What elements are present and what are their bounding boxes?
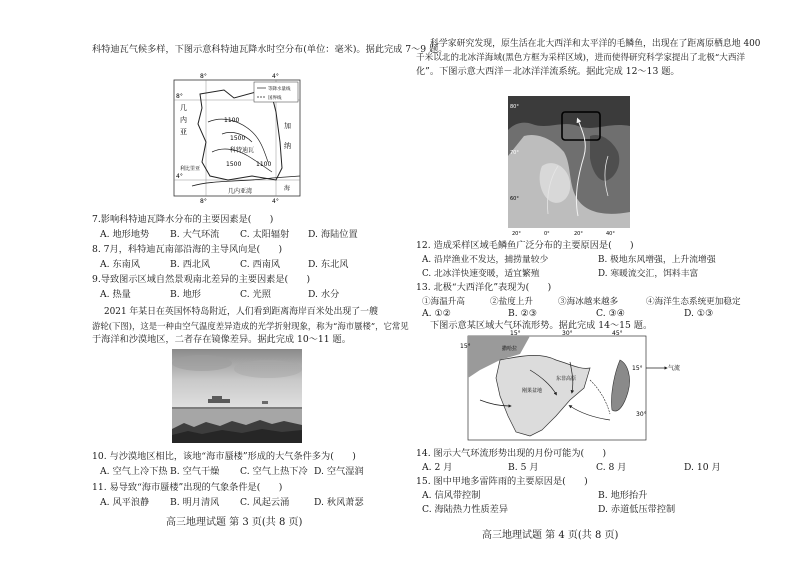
lat-label: 30°: [636, 411, 647, 418]
q11-option-c[interactable]: C. 风起云涌: [240, 497, 290, 508]
q11-option-d[interactable]: D. 秋风萧瑟: [314, 497, 364, 508]
q10-option-a[interactable]: A. 空气上冷下热: [100, 466, 168, 477]
region-label: 亚: [180, 128, 187, 136]
q15-option-d[interactable]: D. 赤道低压带控制: [598, 504, 676, 515]
passage-10-11-line-2: 游轮(下图)，这是一种由空气温度差异造成的光学折射现象，称为“海市蜃楼”，它常见: [92, 321, 409, 331]
gulf-label: 几内亚湾: [228, 188, 253, 195]
passage-10-11-line-3: 于海洋和沙漠地区，二者存在镜像差异。据此完成 10～11 题。: [92, 334, 351, 345]
lat-label: 60°: [510, 196, 519, 202]
q11-option-a[interactable]: A. 风平浪静: [100, 497, 150, 508]
country-label: 科特迪瓦: [230, 147, 255, 154]
passage-10-11-line-1: 2021 年某日在英国怀特岛附近，人们看到距离海岸百米处出现了一艘: [104, 307, 378, 317]
q12-option-c[interactable]: C. 北冰洋快速变暖，适宜繁殖: [422, 269, 540, 279]
page-footer: 高三地理试题 第 3 页(共 8 页): [166, 517, 303, 528]
region-label: 东非高原: [556, 376, 577, 382]
region-label: 撒哈拉: [502, 346, 518, 352]
intro-14-15: 下图示意某区域大气环流形势。据此完成 14～15 题。: [430, 320, 653, 331]
lon-label: 40°: [606, 231, 615, 236]
legend-isohyet: 等降水量线: [268, 87, 291, 92]
q13-option-b[interactable]: B. ②③: [508, 308, 538, 319]
q12-option-d[interactable]: D. 寒暖流交汇，饵料丰富: [598, 269, 699, 279]
question-10: 10. 与沙漠地区相比，该地“海市蜃楼”形成的大气条件多为( ): [92, 451, 356, 462]
question-14: 14. 图示大气环流形势出现的月份可能为( ): [416, 448, 607, 459]
africa-circulation-map: [460, 330, 680, 442]
page-4: [400, 0, 800, 566]
q7-option-d[interactable]: D. 海陆位置: [308, 229, 358, 240]
lon-label: 4°: [272, 73, 279, 80]
q8-option-d[interactable]: D. 东北风: [308, 259, 349, 270]
lon-label: 20°: [574, 231, 583, 236]
q9-option-d[interactable]: D. 水分: [308, 289, 340, 300]
isohyet-value: 1500: [226, 161, 242, 168]
q8-option-c[interactable]: C. 西南风: [240, 259, 281, 270]
lon-label: 20°: [512, 231, 521, 236]
q10-option-b[interactable]: B. 空气干燥: [170, 466, 220, 477]
lat-label: 15°: [632, 365, 643, 372]
intro-12-13-line-1: 科学家研究发现，原生活在北大西洋和太平洋的毛鳞鱼，出现在了距离原栖息地 400: [430, 39, 761, 49]
lon-label: 15°: [510, 330, 521, 337]
ocean-label: 海: [284, 185, 291, 192]
region-label: 加: [284, 122, 291, 130]
q13-option-c[interactable]: C. ③④: [596, 308, 626, 319]
atlantic-arctic-current-map: [508, 96, 630, 236]
lon-label: 0°: [544, 231, 550, 236]
region-label: 纳: [284, 142, 291, 150]
q15-option-b[interactable]: B. 地形抬升: [598, 490, 648, 501]
q13-statement-3: ③海冰越来越多: [558, 297, 619, 307]
lat-label: 4°: [176, 173, 183, 180]
q13-statement-2: ②盐度上升: [490, 297, 533, 307]
airflow-label: 气流: [668, 365, 680, 372]
region-label: 刚果盆地: [522, 388, 543, 394]
q15-option-a[interactable]: A. 信风带控制: [422, 490, 481, 501]
q14-option-c[interactable]: C. 8 月: [596, 462, 627, 473]
isohyet-value: 1100: [256, 161, 272, 168]
liberia-label: 利比里亚: [180, 166, 201, 172]
question-12: 12. 造成采样区域毛鳞鱼广泛分布的主要原因是( ): [416, 240, 634, 251]
question-9: 9.导致图示区域自然景观南北差异的主要因素是( ): [92, 274, 311, 285]
lat-label: 80°: [510, 104, 519, 110]
q11-option-b[interactable]: B. 明月清风: [170, 497, 220, 508]
q7-option-b[interactable]: B. 大气环流: [170, 229, 220, 240]
legend-border: 国界线: [268, 96, 282, 101]
q10-option-c[interactable]: C. 空气上热下冷: [240, 466, 308, 477]
lon-label: 4°: [272, 198, 279, 204]
isohyet-value: 1500: [230, 135, 246, 142]
q9-option-a[interactable]: A. 热量: [100, 289, 131, 300]
q7-option-c[interactable]: C. 太阳辐射: [240, 229, 290, 240]
lat-label: 8°: [176, 93, 183, 100]
question-15: 15. 图中甲地多雷阵雨的主要原因是( ): [416, 476, 588, 487]
q13-option-d[interactable]: D. ①③: [684, 308, 714, 319]
q14-option-d[interactable]: D. 10 月: [684, 462, 721, 473]
q13-statement-1: ①海温升高: [422, 297, 465, 307]
q9-option-c[interactable]: C. 光照: [240, 289, 271, 300]
page-footer: 高三地理试题 第 4 页(共 8 页): [482, 530, 619, 541]
q13-statement-4: ④海洋生态系统更加稳定: [646, 297, 741, 307]
q15-option-c[interactable]: C. 海陆热力性质差异: [422, 504, 509, 515]
lat-label: 15°: [460, 343, 471, 350]
question-8: 8. 7月，科特迪瓦南部沿海的主导风向是( ): [92, 244, 283, 255]
lon-label: 30°: [562, 330, 573, 337]
isohyet-value: 1100: [224, 117, 240, 124]
lon-label: 8°: [200, 198, 207, 204]
lat-label: 70°: [510, 150, 519, 156]
lon-label: 8°: [200, 73, 207, 80]
region-label: 几: [180, 104, 187, 112]
question-13: 13. 北极“大西洋化”表现为( ): [416, 282, 552, 293]
q14-option-b[interactable]: B. 5 月: [508, 462, 539, 473]
intro-12-13-line-3: 化”。下图示意大西洋－北冰洋洋流系统。据此完成 12～13 题。: [416, 66, 680, 77]
question-7: 7.影响科特迪瓦降水分布的主要因素是( ): [92, 214, 274, 225]
intro-7-9: 科特迪瓦气候多样，下图示意科特迪瓦降水时空分布(单位：毫米)。据此完成 7～9 题。: [92, 44, 448, 55]
q14-option-a[interactable]: A. 2 月: [422, 462, 453, 473]
q12-option-b[interactable]: B. 极地东风增强，上升流增强: [598, 255, 716, 265]
mirage-photo: [172, 349, 302, 443]
intro-12-13-line-2: 千米以北的北冰洋海域(黑色方框为采样区域)，进而使得研究科学家提出了北极“大西洋: [416, 53, 746, 63]
region-label: 内: [180, 116, 187, 124]
q13-option-a[interactable]: A. ①②: [422, 308, 451, 319]
q7-option-a[interactable]: A. 地形地势: [100, 229, 150, 240]
lon-label: 45°: [612, 330, 623, 337]
q12-option-a[interactable]: A. 沿岸渔业不发达，捕捞量较少: [422, 255, 549, 265]
q9-option-b[interactable]: B. 地形: [170, 289, 201, 300]
question-11: 11. 易导致“海市蜃楼”出现的气象条件是( ): [92, 482, 283, 493]
cote-divoire-precip-map: [172, 72, 304, 204]
q8-option-a[interactable]: A. 东南风: [100, 259, 141, 270]
q8-option-b[interactable]: B. 西北风: [170, 259, 211, 270]
q10-option-d[interactable]: D. 空气湿润: [314, 466, 364, 477]
